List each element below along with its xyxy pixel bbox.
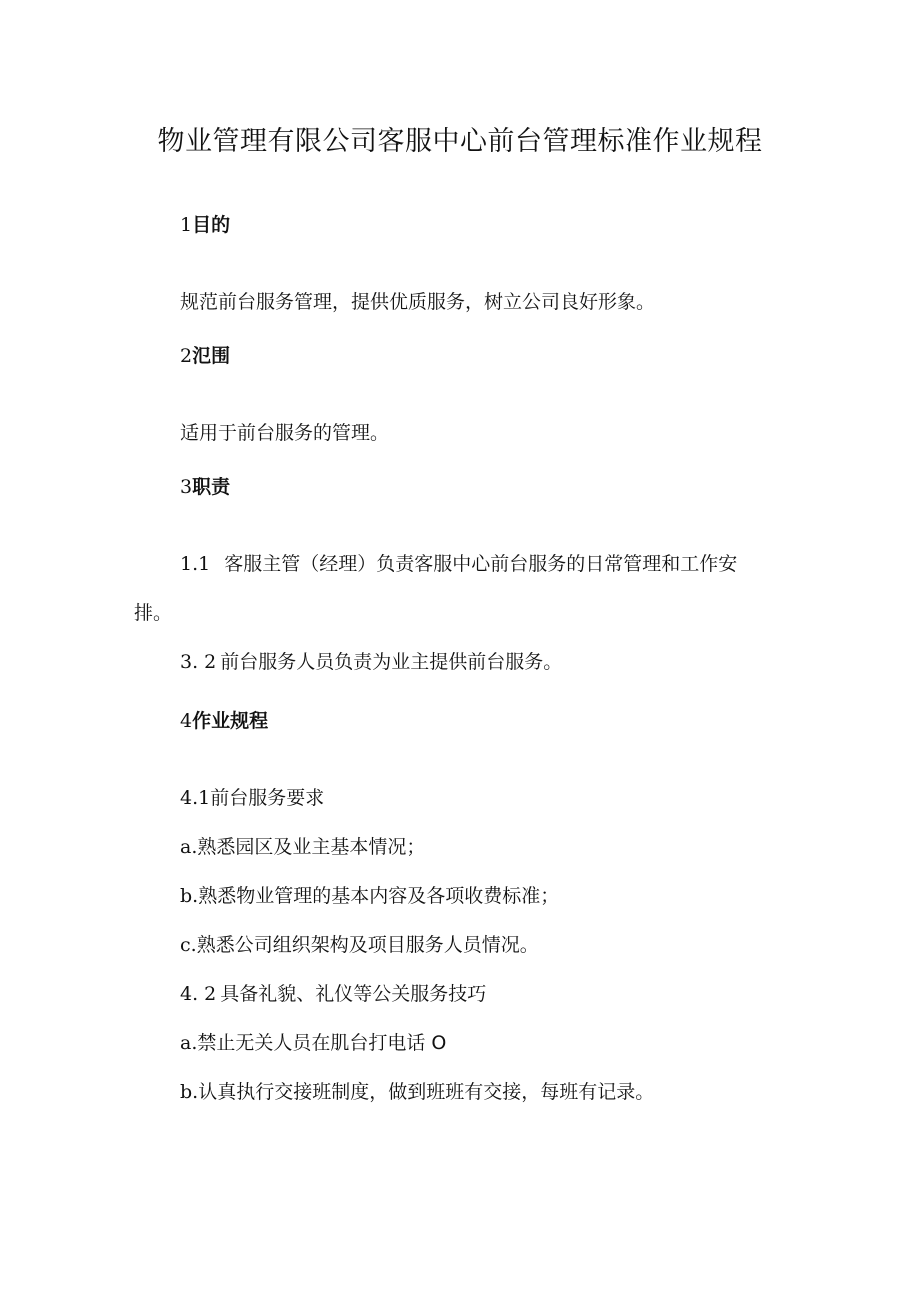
subsection-4-2-heading [180, 980, 486, 1008]
scope-paragraph: 适用于前台服务的管理。 [180, 422, 390, 444]
duty-item-1-continued: 排。 [134, 602, 173, 624]
section-heading-purpose [180, 211, 230, 239]
list-item [180, 1078, 654, 1106]
section-heading-procedure [180, 707, 268, 735]
list-item [180, 931, 539, 959]
item-number: 1.1 [180, 553, 211, 575]
subsection-title: 前台服务要求 [210, 787, 325, 809]
list-text: 熟悉公司组织架构及项目服务人员情况。 [196, 934, 539, 956]
subsection-title: 具备礼貌、礼仪等公关服务技巧 [220, 983, 487, 1005]
section-title: 氾围 [192, 345, 231, 367]
duty-item-2 [180, 648, 562, 676]
item-text: 前台服务人员负责为业主提供前台服务。 [220, 651, 563, 673]
list-marker: a. [180, 836, 198, 858]
list-text: 认真执行交接班制度，做到班班有交接，每班有记录。 [198, 1081, 655, 1103]
list-text: 禁止无关人员在肌台打电话 O [197, 1032, 447, 1054]
item-number: 3. 2 [180, 651, 217, 673]
document-title: 物业管理有限公司客服中心前台管理标准作业规程 [157, 126, 763, 157]
section-title: 职责 [192, 476, 231, 498]
section-number: 4 [180, 710, 193, 732]
list-marker: b. [180, 1081, 199, 1103]
list-item [180, 1029, 446, 1057]
section-title: 作业规程 [192, 710, 269, 732]
list-marker: a. [180, 1032, 198, 1054]
section-number: 2 [180, 345, 193, 367]
purpose-paragraph: 规范前台服务管理，提供优质服务，树立公司良好形象。 [180, 291, 656, 313]
list-item [180, 882, 559, 910]
section-number: 3 [180, 476, 193, 498]
section-heading-scope [180, 342, 230, 370]
subsection-number: 4. 2 [180, 983, 217, 1005]
duty-item-1 [180, 550, 737, 578]
subsection-number: 4.1 [180, 787, 211, 809]
section-heading-duty [180, 473, 230, 501]
subsection-4-1-heading [180, 784, 324, 812]
list-item [180, 833, 425, 861]
list-text: 熟悉物业管理的基本内容及各项收费标准； [198, 885, 560, 907]
item-text: 客服主管（经理）负责客服中心前台服务的日常管理和工作安 [224, 553, 738, 575]
section-title: 目的 [192, 214, 231, 236]
list-marker: b. [180, 885, 199, 907]
section-number: 1 [180, 214, 193, 236]
list-text: 熟悉园区及业主基本情况； [197, 836, 426, 858]
list-marker: c. [180, 934, 197, 956]
